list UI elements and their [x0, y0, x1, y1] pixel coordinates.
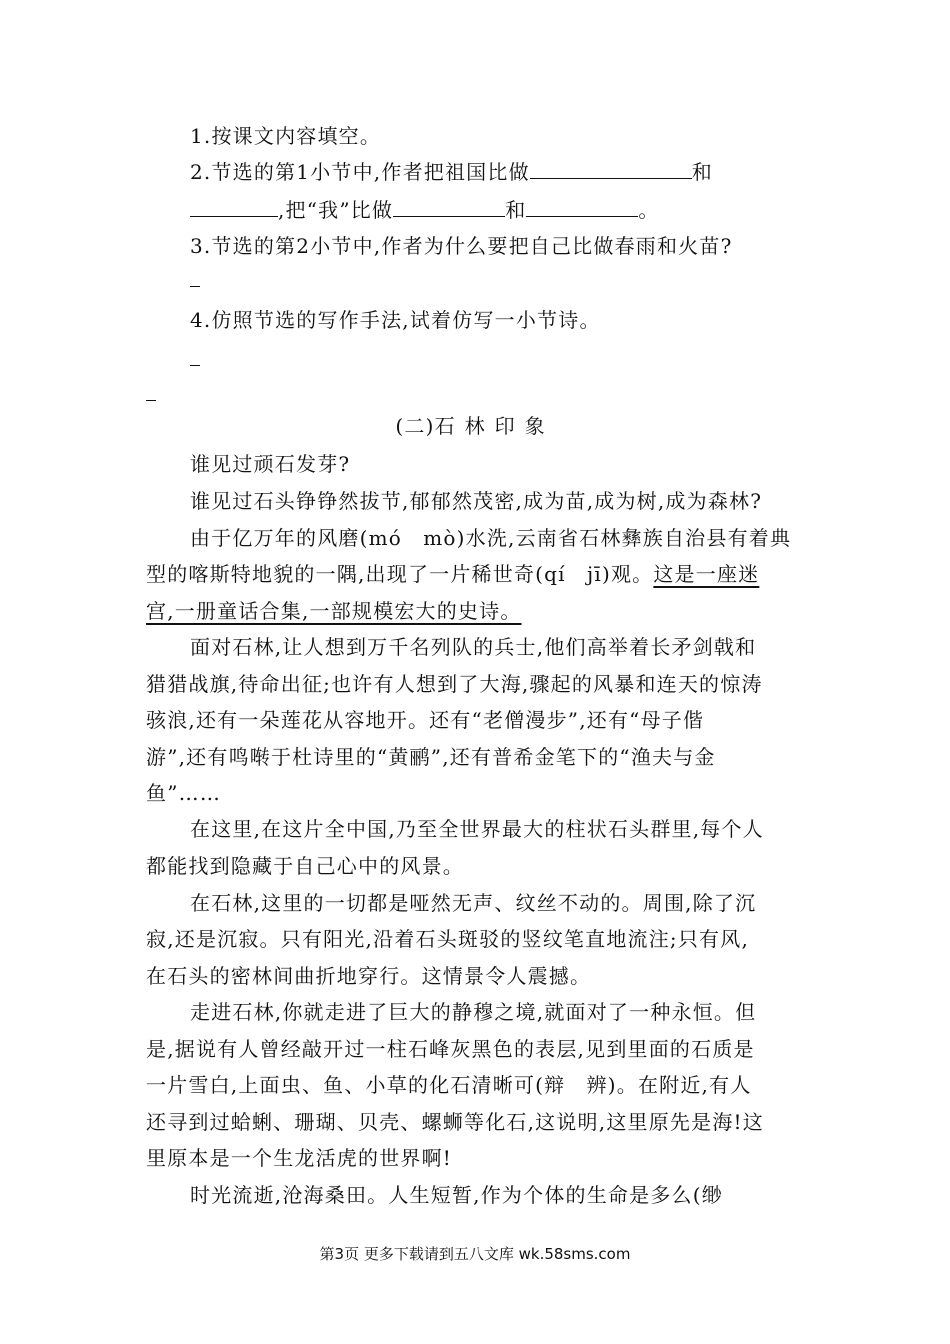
passage-title: [0, 412, 950, 440]
passage-line: 骇浪,还有一朵莲花从容地开。还有“老僧漫步”,还有“母子偕: [146, 708, 705, 732]
passage-line: 寂,还是沉寂。只有阳光,沿着石头斑驳的竖纹笔直地流注;只有风,: [146, 927, 750, 951]
answer-line-4b[interactable]: [146, 400, 156, 401]
passage-line: 谁见过石头铮铮然拔节,郁郁然茂密,成为苗,成为树,成为森林?: [190, 489, 763, 513]
answer-line-3[interactable]: [190, 286, 200, 287]
answer-line-4[interactable]: [190, 365, 200, 366]
fill-blank-2[interactable]: [190, 196, 278, 217]
passage-line: 是,据说有人曾经敲开过一柱石峰灰黑色的表层,见到里面的石质是: [146, 1037, 755, 1061]
passage-line: 里原本是一个生龙活虎的世界啊!: [146, 1146, 453, 1170]
passage-line: 一片雪白,上面虫、鱼、小草的化石清晰可(辩 辨)。在附近,有人: [146, 1073, 752, 1097]
question-4: 4.仿照节选的写作手法,试着仿写一小节诗。: [190, 308, 601, 332]
fill-blank-3[interactable]: [393, 196, 505, 217]
question-2-line-1: [190, 158, 713, 186]
passage-line: 时光流逝,沧海桑田。人生短暂,作为个体的生命是多么(缈: [190, 1183, 723, 1207]
fill-blank-4[interactable]: [526, 196, 638, 217]
fill-blank-1[interactable]: [530, 158, 692, 179]
passage-line: 游”,还有鸣啭于杜诗里的“黄鹂”,还有普希金笔下的“渔夫与金: [146, 745, 716, 769]
question-2-line-2: [190, 196, 660, 224]
passage-line: 面对石林,让人想到万千名列队的兵士,他们高举着长矛剑戟和: [190, 635, 757, 659]
passage-line: 都能找到隐藏于自己心中的风景。: [146, 854, 464, 878]
passage-line: 还寻到过蛤蜊、珊瑚、贝壳、螺蛳等化石,这说明,这里原先是海!这: [146, 1110, 764, 1134]
passage-line: 鱼”……: [146, 781, 222, 805]
passage-line: 走进石林,你就走进了巨大的静穆之境,就面对了一种永恒。但: [190, 1000, 757, 1024]
question-3: 3.节选的第2小节中,作者为什么要把自己比做春雨和火苗?: [190, 234, 733, 258]
passage-title-words: 石林印象: [434, 414, 555, 438]
passage-line: 宫,一册童话合集,一部规模宏大的史诗。: [146, 599, 522, 623]
passage-line: 在石头的密林间曲折地穿行。这情景令人震撼。: [146, 964, 592, 988]
question-2-and-1: 和: [691, 160, 713, 184]
question-2-text: 2.节选的第1小节中,作者把祖国比做: [190, 160, 530, 184]
passage-line: 在石林,这里的一切都是哑然无声、纹丝不动的。周围,除了沉: [190, 891, 757, 915]
question-2-end: 。: [638, 198, 660, 222]
page-footer: 第3页 更多下载请到五八文库 wk.58sms.com: [319, 1245, 631, 1263]
passage-line: [146, 560, 759, 588]
passage-line: 在这里,在这片全中国,乃至全世界最大的柱状石头群里,每个人: [190, 817, 764, 841]
passage-line: 谁见过顽石发芽?: [190, 452, 351, 476]
passage-line: 猎猎战旗,待命出征;也许有人想到了大海,骤起的风暴和连天的惊涛: [146, 672, 763, 696]
underlined-sentence: 这是一座迷: [653, 562, 760, 586]
question-2-and-2: 和: [505, 198, 527, 222]
question-2-text-2: ,把“我”比做: [278, 198, 394, 222]
passage-text: 型的喀斯特地貌的一隅,出现了一片稀世奇(qí jī)观。: [146, 562, 654, 586]
passage-title-prefix: (二): [395, 414, 435, 438]
passage-line: 由于亿万年的风磨(mó mò)水洗,云南省石林彝族自治县有着典: [190, 526, 792, 550]
question-1: 1.按课文内容填空。: [190, 124, 382, 148]
